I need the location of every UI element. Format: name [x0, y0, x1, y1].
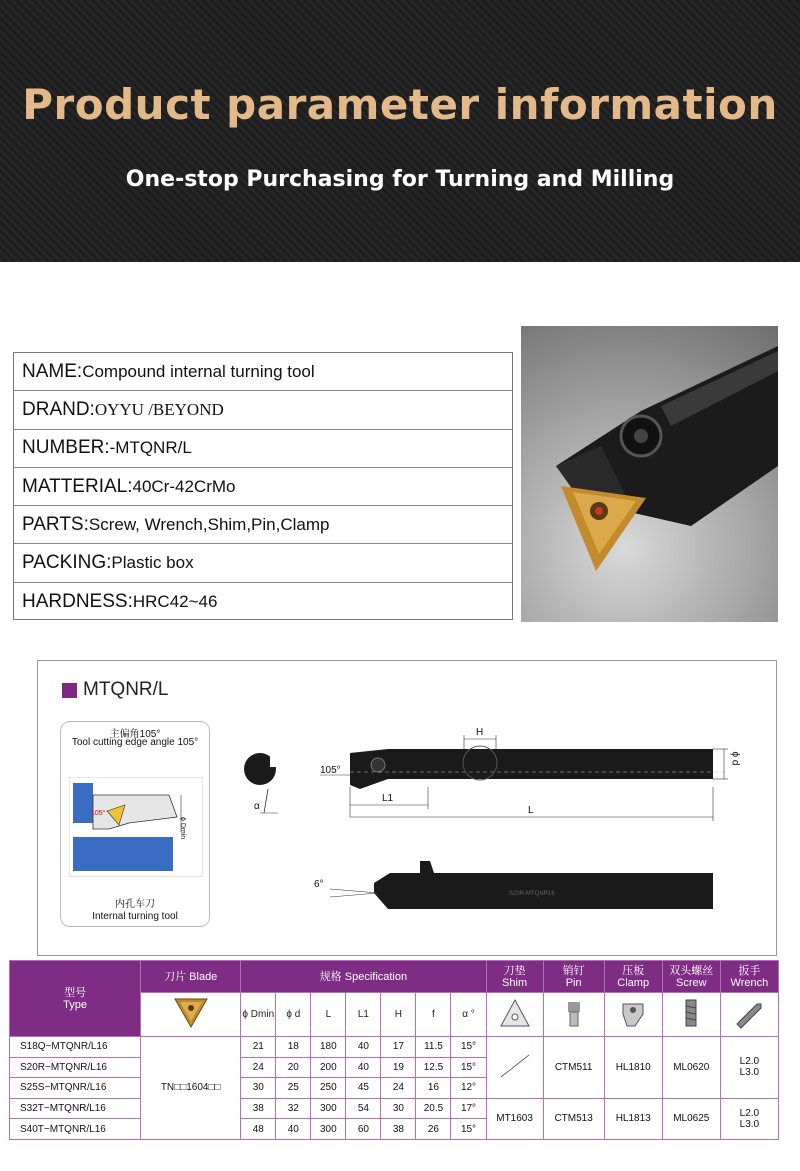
- dim-phid-label: ϕ d: [729, 751, 741, 766]
- cell-h: 38: [381, 1119, 416, 1140]
- subheader-d: ϕ d: [276, 993, 311, 1037]
- page-subtitle: One-stop Purchasing for Turning and Milling: [125, 167, 675, 192]
- blade-image: [141, 993, 241, 1037]
- subheader-dmin: ϕ Dmin: [241, 993, 276, 1037]
- cell-alpha: 15°: [451, 1057, 486, 1078]
- dim-6deg-label: 6°: [314, 879, 324, 890]
- insert-blade-icon: [171, 995, 211, 1031]
- detail-title-en: Tool cutting edge angle 105°: [71, 737, 199, 748]
- info-row-packing: [14, 544, 512, 582]
- screw-cell-group2: ML0625: [662, 1098, 720, 1139]
- info-row-brand: [14, 391, 512, 429]
- not-applicable-slash-icon: [495, 1051, 535, 1081]
- subheader-f: f: [416, 993, 451, 1037]
- shim-image: [486, 993, 543, 1037]
- info-value: Screw, Wrench,Shim,Pin,Clamp: [88, 514, 330, 534]
- info-key: PACKING:: [22, 552, 112, 574]
- type-cell: S18Q−MTQNR/L16: [10, 1037, 141, 1058]
- cell-dmin: 21: [241, 1037, 276, 1058]
- cell-dmin: 48: [241, 1119, 276, 1140]
- header-pin: 销钉 Pin: [543, 961, 604, 993]
- cell-alpha: 17°: [451, 1098, 486, 1119]
- subheader-l: L: [311, 993, 346, 1037]
- cell-l1: 54: [346, 1098, 381, 1119]
- info-row-hardness: [14, 583, 512, 621]
- dim-105-label: 105°: [320, 765, 341, 776]
- wrench-image: [720, 993, 778, 1037]
- subheader-alpha: α °: [451, 993, 486, 1037]
- info-value: Plastic box: [111, 553, 194, 573]
- cell-f: 26: [416, 1119, 451, 1140]
- cell-f: 16: [416, 1078, 451, 1099]
- bar-marking: S20R-MTQNR16: [509, 891, 555, 897]
- cell-alpha: 12°: [451, 1078, 486, 1099]
- cell-alpha: 15°: [451, 1037, 486, 1058]
- dim-l-label: L: [528, 805, 534, 816]
- cell-d: 40: [276, 1119, 311, 1140]
- info-value: HRC42~46: [132, 591, 218, 611]
- specification-table: [9, 960, 779, 1140]
- table-row: [10, 1037, 779, 1058]
- type-cell: S32T−MTQNR/L16: [10, 1098, 141, 1119]
- turning-tool-illustration: [521, 326, 778, 622]
- cell-l: 250: [311, 1078, 346, 1099]
- shim-icon: [497, 996, 533, 1030]
- info-value: Compound internal turning tool: [82, 361, 315, 381]
- info-row-number: [14, 430, 512, 468]
- cell-d: 32: [276, 1098, 311, 1119]
- header-screw: 双头螺丝 Screw: [662, 961, 720, 993]
- info-row-name: [14, 353, 512, 391]
- cell-h: 17: [381, 1037, 416, 1058]
- wrench-cell-group1: L2.0 L3.0: [720, 1037, 778, 1099]
- cell-alpha: 15°: [451, 1119, 486, 1140]
- header-shim: 刀垫 Shim: [486, 961, 543, 993]
- info-key: NUMBER:: [22, 437, 110, 459]
- cell-l: 300: [311, 1119, 346, 1140]
- technical-drawing: [37, 660, 777, 956]
- blade-cell: TN□□1604□□: [141, 1037, 241, 1140]
- wrench-icon: [731, 996, 767, 1030]
- product-info-table: [13, 352, 513, 620]
- info-key: PARTS:: [22, 513, 89, 535]
- pin-icon: [556, 996, 592, 1030]
- svg-text:ϕ Dmin: ϕ Dmin: [179, 817, 186, 840]
- info-value: OYYU /BEYOND: [94, 399, 224, 419]
- clamp-image: [604, 993, 662, 1037]
- dim-l1-label: L1: [382, 793, 394, 804]
- detail-bottom-cn: 内孔车刀: [115, 899, 155, 910]
- info-key: DRAND:: [22, 398, 95, 420]
- type-cell: S40T−MTQNR/L16: [10, 1119, 141, 1140]
- header-banner: [0, 0, 800, 262]
- page-title: Product parameter information: [22, 80, 778, 129]
- screw-cell-group1: ML0620: [662, 1037, 720, 1099]
- screw-icon: [673, 996, 709, 1030]
- pin-image: [543, 993, 604, 1037]
- info-row-material: [14, 468, 512, 506]
- type-cell: S20R−MTQNR/L16: [10, 1057, 141, 1078]
- cell-h: 24: [381, 1078, 416, 1099]
- cell-l1: 40: [346, 1037, 381, 1058]
- dim-h-label: H: [476, 727, 484, 738]
- cell-l: 300: [311, 1098, 346, 1119]
- cell-d: 18: [276, 1037, 311, 1058]
- info-row-parts: [14, 506, 512, 544]
- cell-h: 30: [381, 1098, 416, 1119]
- cell-f: 20.5: [416, 1098, 451, 1119]
- screw-image: [662, 993, 720, 1037]
- pin-cell-group1: CTM511: [543, 1037, 604, 1099]
- detail-title-cn: 主偏角105°: [109, 729, 161, 740]
- cell-l: 200: [311, 1057, 346, 1078]
- cell-dmin: 38: [241, 1098, 276, 1119]
- wrench-cell-group2: L2.0 L3.0: [720, 1098, 778, 1139]
- model-text: MTQNR/L: [83, 679, 169, 700]
- header-wrench: 扳手 Wrench: [720, 961, 778, 993]
- tool-dimension-drawing: [38, 661, 778, 957]
- info-value: 40Cr-42CrMo: [132, 476, 236, 496]
- pin-cell-group2: CTM513: [543, 1098, 604, 1139]
- cell-d: 25: [276, 1078, 311, 1099]
- cell-l1: 40: [346, 1057, 381, 1078]
- info-key: MATTERIAL:: [22, 475, 133, 497]
- clamp-icon: [615, 996, 651, 1030]
- header-type: 型号 Type: [10, 961, 141, 1037]
- type-cell: S25S−MTQNR/L16: [10, 1078, 141, 1099]
- clamp-cell-group2: HL1813: [604, 1098, 662, 1139]
- header-clamp: 压板 Clamp: [604, 961, 662, 993]
- cell-dmin: 24: [241, 1057, 276, 1078]
- cell-l1: 45: [346, 1078, 381, 1099]
- cell-l1: 60: [346, 1119, 381, 1140]
- info-key: HARDNESS:: [22, 590, 133, 612]
- table-row: [10, 1098, 779, 1119]
- cell-h: 19: [381, 1057, 416, 1078]
- shim-cell-group2: MT1603: [486, 1098, 543, 1139]
- subheader-l1: L1: [346, 993, 381, 1037]
- cell-f: 11.5: [416, 1037, 451, 1058]
- cell-l: 180: [311, 1037, 346, 1058]
- cell-f: 12.5: [416, 1057, 451, 1078]
- dim-alpha-label: α: [254, 801, 260, 812]
- subheader-h: H: [381, 993, 416, 1037]
- detail-bottom-en: Internal turning tool: [92, 911, 178, 922]
- clamp-cell-group1: HL1810: [604, 1037, 662, 1099]
- product-photo: [521, 326, 778, 622]
- info-value: -MTQNR/L: [109, 438, 192, 458]
- shim-cell-group1: [486, 1037, 543, 1099]
- detail-angle-label: 105°: [91, 810, 106, 817]
- info-key: NAME:: [22, 360, 83, 382]
- header-blade: 刀片 Blade: [141, 961, 241, 993]
- header-spec: 规格 Specification: [241, 961, 486, 993]
- cell-d: 20: [276, 1057, 311, 1078]
- cell-dmin: 30: [241, 1078, 276, 1099]
